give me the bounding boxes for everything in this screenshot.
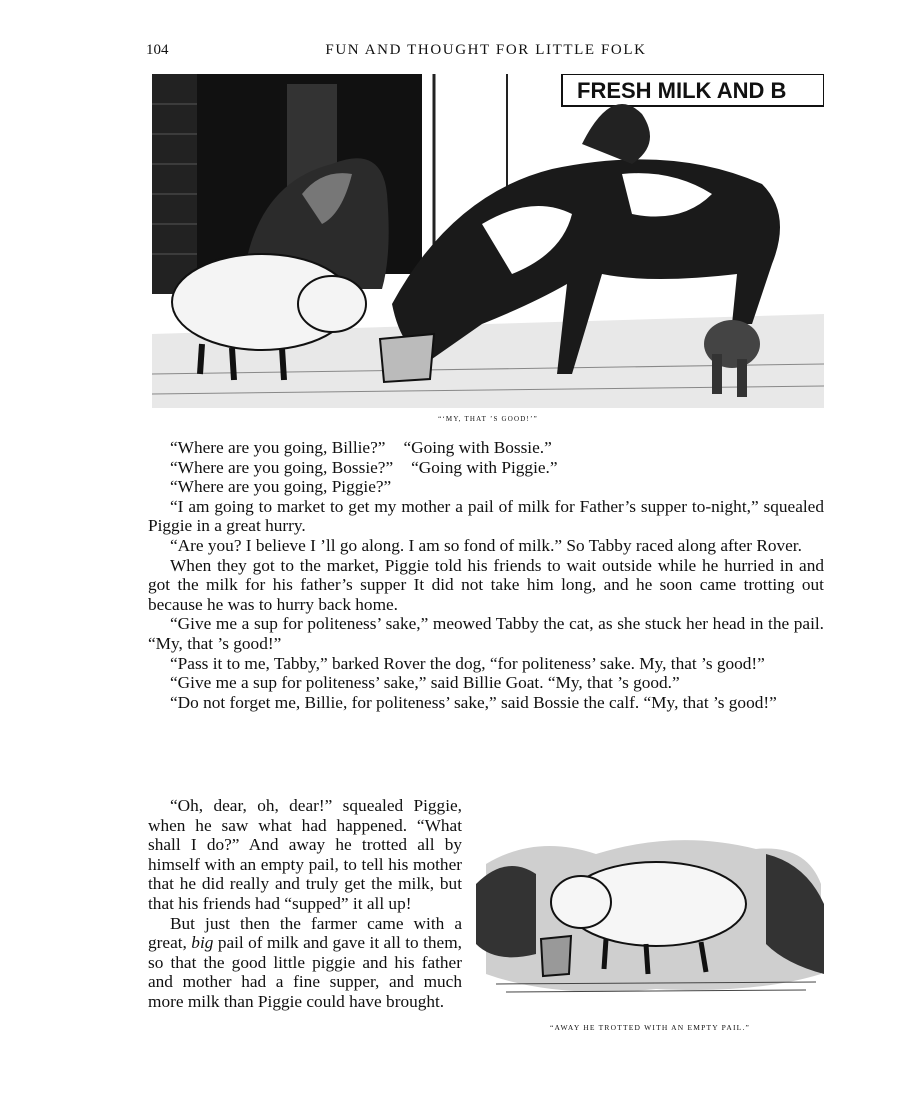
emphasis: big bbox=[191, 933, 214, 953]
text-run: pail of milk and gave it all to them, so that the good little piggie and his father and mother had a fine supper, and much more milk than Piggie could have brought. bbox=[148, 933, 462, 1011]
story-text-bottom bbox=[148, 796, 824, 1046]
dialogue: “Where are you going, Bossie?” bbox=[170, 457, 394, 477]
top-illustration bbox=[152, 74, 824, 408]
paragraph: “I am going to market to get my mother a pail of milk for Father’s supper to-night,” squealed Piggie in a great hurry. bbox=[148, 496, 824, 536]
paragraph: “Oh, dear, oh, dear!” squealed Piggie, when he saw what had happened. “What shall I do?” And away he trotted all by himself with an empty pail, to tell his mother that he did really and truly get the milk, but that his friends had “supped” it all up! bbox=[148, 796, 462, 913]
paragraph: “Do not forget me, Billie, for politeness’ sake,” said Bossie the calf. “My, that ’s good!” bbox=[170, 692, 777, 712]
dialogue: “Where are you going, Billie?” bbox=[170, 438, 386, 457]
paragraph: “Give me a sup for politeness’ sake,” said Billie Goat. “My, that ’s good.” bbox=[170, 673, 680, 693]
paragraph: “Give me a sup for politeness’ sake,” meowed Tabby the cat, as she stuck her head in the pail. “My, that ’s good!” bbox=[148, 614, 824, 653]
text-run: But just then the farmer came with a great, bbox=[148, 913, 462, 953]
running-title: FUN AND THOUGHT FOR LITTLE FOLK bbox=[325, 42, 647, 58]
paragraph: “Pass it to me, Tabby,” barked Rover the dog, “for politeness’ sake. My, that ’s good!” bbox=[170, 653, 765, 673]
paragraph: “Are you? I believe I ’ll go along. I am so fond of milk.” So Tabby raced along after Rover. bbox=[170, 535, 802, 555]
bottom-caption: “AWAY HE TROTTED WITH AN EMPTY PAIL.” bbox=[549, 1023, 751, 1032]
paragraph bbox=[148, 438, 824, 458]
bottom-figure bbox=[476, 824, 824, 1046]
paragraph: When they got to the market, Piggie told his friends to wait outside while he hurried in and got the milk for his father’s supper It did not take him long, and he soon came trotting out because he was to hurry back home. bbox=[148, 555, 824, 614]
page-number: 104 bbox=[146, 42, 169, 58]
dialogue: “Going with Piggie.” bbox=[411, 457, 558, 477]
top-caption: “‘MY, THAT ’S GOOD!’” bbox=[438, 415, 538, 423]
sign-text: FRESH MILK AND B bbox=[577, 78, 787, 103]
dialogue: “Going with Bossie.” bbox=[403, 438, 552, 457]
paragraph: “Where are you going, Piggie?” bbox=[170, 477, 392, 497]
story-text bbox=[148, 438, 824, 712]
page-header bbox=[146, 42, 826, 64]
paragraph bbox=[148, 458, 824, 478]
bottom-illustration bbox=[476, 824, 824, 1004]
